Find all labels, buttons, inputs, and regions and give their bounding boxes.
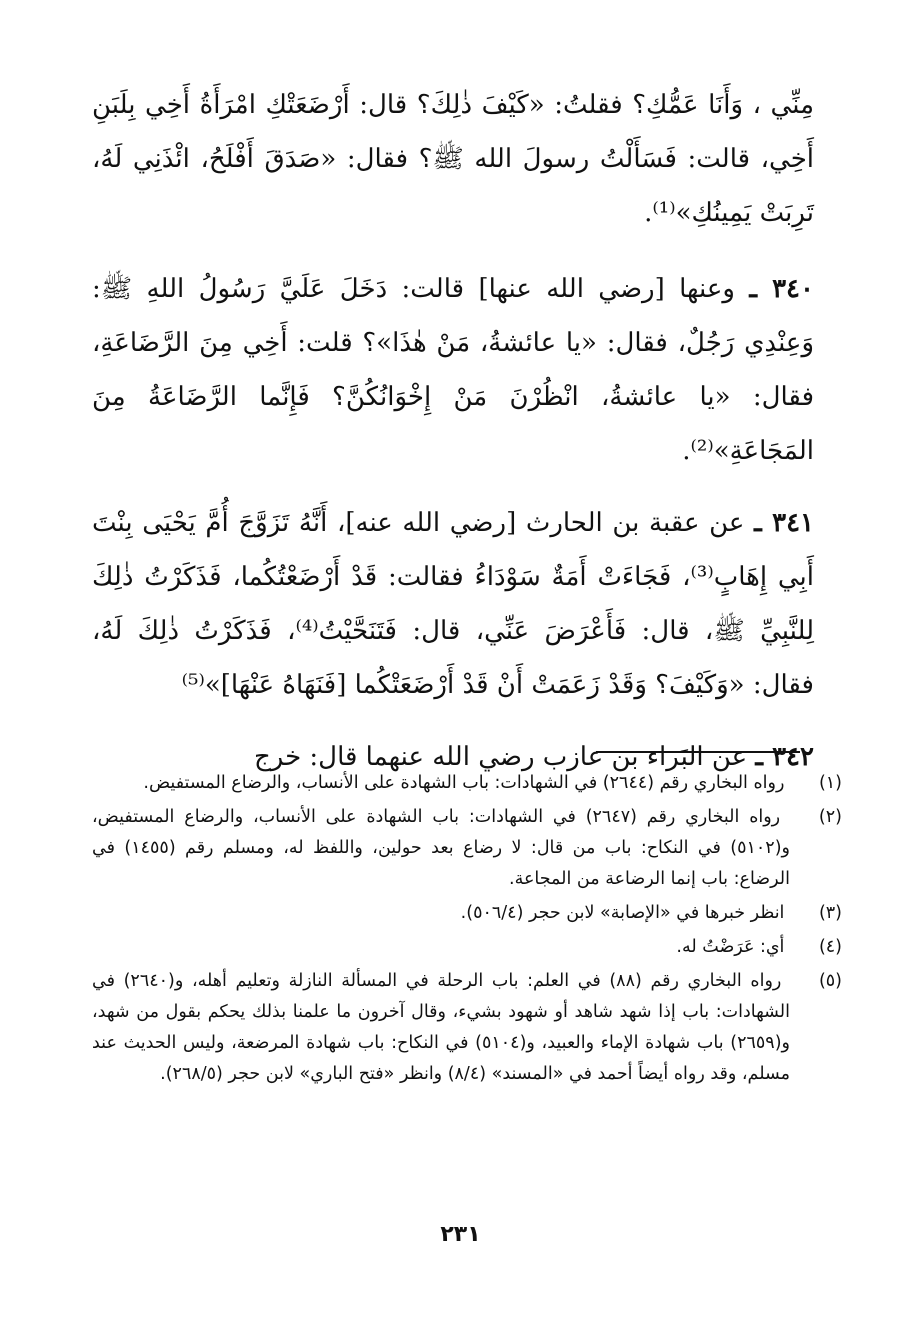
footnote-mark: (٤) — [818, 937, 842, 957]
footnote — [92, 966, 842, 1090]
footnote — [92, 932, 842, 963]
footnotes — [92, 768, 842, 1093]
footnote-text: رواه البخاري رقم (٨٨) في العلم: باب الرحلة في المسألة النازلة وتعليم أهله، و(٢٦٤٠) في الشهادات: باب إذا شهد شاهد أو شهود بشيء، وقال آخرون ما علمنا بذلك يحكم بقول من شهد، و(٢٦٥٩) باب شهادة الإماء والعبيد، و(٥١٠٤) في النكاح: باب شهادة المرضعة، وليس الحديث عند مسلم، وقد رواه أيضاً أحمد في «المسند» (٨/٤) وانظر «فتح الباري» لابن حجر (٢٦٨/٥). — [92, 971, 790, 1084]
main-text — [92, 78, 842, 802]
paragraph-text: عن البَراء بن عازب رضي الله عنهما قال: خرج — [253, 742, 748, 772]
hadith-number: ٣٤٢ ـ — [755, 742, 814, 772]
page-number: ٢٣١ — [440, 1222, 481, 1247]
paragraph-text: وعنها [رضي الله عنها] قالت: دَخَلَ عَلَيَّ رَسُولُ اللهِ ﷺ: وَعِنْدِي رَجُلٌ، فقال: «يا عائشةُ، مَنْ هٰذَا»؟ قلت: أَخِي مِنَ الرَّضَاعَةِ، فقال: «يا عائشةُ، انْظُرْنَ مَنْ إِخْوَانُكُنَّ؟ فَإِنَّما الرَّضَاعَةُ مِنَ المَجَاعَةِ»⁽²⁾. — [92, 274, 814, 466]
footnote-mark: (١) — [818, 773, 842, 793]
footnote-text: رواه البخاري رقم (٢٦٤٧) في الشهادات: باب الشهادة على الأنساب، والرضاع المستفيض، و(٥١٠٢) في النكاح: باب من قال: لا رضاع بعد حولين، واللفظ له، ومسلم رقم (١٤٥٥) في الرضاع: باب إنما الرضاعة من المجاعة. — [92, 807, 790, 889]
footnote — [92, 768, 842, 799]
paragraph-text: عن عقبة بن الحارث [رضي الله عنه]، أَنَّهُ تَزَوَّجَ أُمَّ يَحْيَى بِنْتَ أَبِي إِهَابٍ⁽³⁾، فَجَاءَتْ أَمَةٌ سَوْدَاءُ فقالت: قَدْ أَرْضَعْتُكُما، فَذَكَرْتُ ذٰلِكَ لِلنَّبِيِّ ﷺ، قال: فَأَعْرَضَ عَنِّي، قال: فَتَنَحَّيْتُ⁽⁴⁾، فَذَكَرْتُ ذٰلِكَ لَهُ، فقال: «وَكَيْفَ؟ وَقَدْ زَعَمَتْ أَنْ قَدْ أَرْضَعَتْكُما [فَنَهَاهُ عَنْهَا]»⁽⁵⁾ — [92, 508, 814, 700]
footnote-text: انظر خبرها في «الإصابة» لابن حجر (٥٠٦/٤). — [460, 903, 785, 923]
footnote-separator — [596, 751, 800, 753]
paragraph-text: مِنِّي ، وَأَنَا عَمُّكِ؟ فقلتُ: «كَيْفَ ذٰلِكَ؟ قال: أَرْضَعَتْكِ امْرَأَةُ أَخِي بِلَبَنِ أَخِي، قالت: فَسَأَلْتُ رسولَ الله ﷺ؟ فقال: «صَدَقَ أَفْلَحُ، ائْذَنِي لَهُ، تَرِبَتْ يَمِينُكِ»⁽¹⁾. — [92, 90, 814, 228]
hadith-340 — [92, 262, 814, 478]
footnote-text: أي: عَرَضْتُ له. — [676, 937, 785, 957]
footnote — [92, 898, 842, 929]
hadith-341 — [92, 496, 814, 712]
footnote-mark: (٥) — [818, 971, 842, 991]
footnote — [92, 802, 842, 895]
footnote-text: رواه البخاري رقم (٢٦٤٤) في الشهادات: باب الشهادة على الأنساب، والرضاع المستفيض. — [143, 773, 785, 793]
footnote-mark: (٢) — [818, 807, 842, 827]
hadith-number: ٣٤٠ ـ — [749, 274, 814, 304]
hadith-number: ٣٤١ ـ — [754, 508, 815, 538]
paragraph-continuation — [92, 78, 814, 240]
footnote-mark: (٣) — [818, 903, 842, 923]
